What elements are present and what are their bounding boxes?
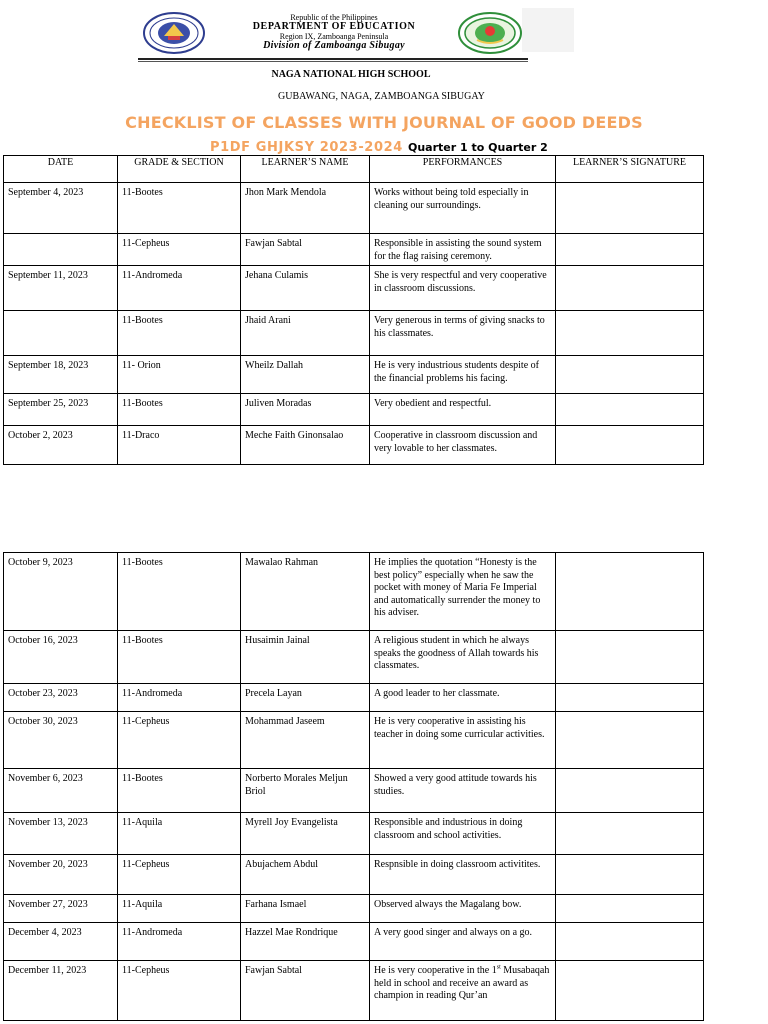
table-row: [4, 183, 704, 234]
header-rule-thin: [138, 61, 528, 62]
name-cell: Meche Faith Ginonsalao: [241, 426, 370, 465]
name-cell: Farhana Ismael: [241, 895, 370, 923]
section-cell: 11-Andromeda: [118, 266, 241, 311]
date-cell: October 16, 2023: [4, 631, 118, 684]
section-cell: 11-Aquila: [118, 895, 241, 923]
section-cell: 11-Bootes: [118, 394, 241, 426]
table-row: [4, 553, 704, 631]
section-cell: 11-Bootes: [118, 553, 241, 631]
table-row: [4, 266, 704, 311]
table-row: [4, 961, 704, 1021]
table-row: [4, 394, 704, 426]
division-line: Division of Zamboanga Sibugay: [263, 40, 405, 52]
date-cell: October 30, 2023: [4, 712, 118, 769]
header-date: DATE: [4, 156, 118, 183]
division-seal-icon: [457, 12, 523, 54]
signature-cell: [556, 553, 704, 631]
name-cell: Hazzel Mae Rondrique: [241, 923, 370, 961]
signature-cell: [556, 855, 704, 895]
section-cell: 11-Cepheus: [118, 712, 241, 769]
performance-cell: Very obedient and respectful.: [370, 394, 556, 426]
table-row: [4, 356, 704, 394]
name-cell: Fawjan Sabtal: [241, 961, 370, 1021]
section-cell: 11-Aquila: [118, 813, 241, 855]
section-cell: 11-Andromeda: [118, 684, 241, 712]
performance-cell: A very good singer and always on a go.: [370, 923, 556, 961]
date-cell: October 2, 2023: [4, 426, 118, 465]
signature-cell: [556, 961, 704, 1021]
deped-seal-icon: [142, 12, 206, 54]
name-cell: Wheilz Dallah: [241, 356, 370, 394]
performance-text-start: He is very cooperative in the 1: [374, 965, 497, 976]
signature-cell: [556, 234, 704, 266]
date-cell: [4, 311, 118, 356]
name-cell: Myrell Joy Evangelista: [241, 813, 370, 855]
good-deeds-table-page-1: [3, 155, 704, 465]
performance-cell: He implies the quotation “Honesty is the best policy” especially when he saw the pocket with money of Maria Fe Imperial and automatically surrender the money to his adviser.: [370, 553, 556, 631]
table-row: [4, 234, 704, 266]
date-cell: November 27, 2023: [4, 895, 118, 923]
date-cell: November 6, 2023: [4, 769, 118, 813]
scan-shade: [522, 8, 574, 52]
signature-cell: [556, 895, 704, 923]
signature-cell: [556, 769, 704, 813]
performance-cell: Showed a very good attitude towards his studies.: [370, 769, 556, 813]
signature-cell: [556, 813, 704, 855]
section-cell: 11-Cepheus: [118, 961, 241, 1021]
performance-cell: Responsible and industrious in doing classroom and school activities.: [370, 813, 556, 855]
date-cell: October 23, 2023: [4, 684, 118, 712]
signature-cell: [556, 356, 704, 394]
section-cell: 11-Andromeda: [118, 923, 241, 961]
table-row: [4, 712, 704, 769]
section-cell: 11-Bootes: [118, 183, 241, 234]
signature-cell: [556, 712, 704, 769]
signature-cell: [556, 311, 704, 356]
header-section: GRADE & SECTION: [118, 156, 241, 183]
section-cell: 11-Bootes: [118, 769, 241, 813]
republic-line: Republic of the Philippines: [290, 13, 378, 22]
performance-cell: He is very cooperative in assisting his teacher in doing some curricular activities.: [370, 712, 556, 769]
signature-cell: [556, 631, 704, 684]
date-cell: December 11, 2023: [4, 961, 118, 1021]
document-title: CHECKLIST OF CLASSES WITH JOURNAL OF GOOD DEEDS: [125, 113, 643, 132]
letterhead: [0, 0, 768, 66]
date-cell: September 4, 2023: [4, 183, 118, 234]
good-deeds-table-page-2: [3, 552, 704, 1021]
performance-cell: He is very industrious students despite of the financial problems his facing.: [370, 356, 556, 394]
performance-cell: Responsible in assisting the sound system for the flag raising ceremony.: [370, 234, 556, 266]
name-cell: Norberto Morales Meljun Briol: [241, 769, 370, 813]
section-cell: 11-Bootes: [118, 631, 241, 684]
name-cell: Husaimin Jainal: [241, 631, 370, 684]
name-cell: Mawalao Rahman: [241, 553, 370, 631]
name-cell: Abujachem Abdul: [241, 855, 370, 895]
section-cell: 11- Orion: [118, 356, 241, 394]
performance-cell: Very generous in terms of giving snacks to his classmates.: [370, 311, 556, 356]
signature-cell: [556, 394, 704, 426]
performance-cell: A good leader to her classmate.: [370, 684, 556, 712]
date-cell: December 4, 2023: [4, 923, 118, 961]
letterhead-text: [214, 14, 454, 52]
header-learner-name: LEARNER’S NAME: [241, 156, 370, 183]
header-signature: LEARNER’S SIGNATURE: [556, 156, 704, 183]
table-row: [4, 684, 704, 712]
table-row: [4, 923, 704, 961]
signature-cell: [556, 426, 704, 465]
section-cell: 11-Bootes: [118, 311, 241, 356]
table-row: [4, 813, 704, 855]
performance-cell: A religious student in which he always speaks the goodness of Allah towards his classmates.: [370, 631, 556, 684]
department-line: DEPARTMENT OF EDUCATION: [252, 21, 416, 33]
signature-cell: [556, 923, 704, 961]
header-performances: PERFORMANCES: [370, 156, 556, 183]
table-row: [4, 426, 704, 465]
date-cell: November 13, 2023: [4, 813, 118, 855]
section-cell: 11-Cepheus: [118, 855, 241, 895]
signature-cell: [556, 684, 704, 712]
school-address: GUBAWANG, NAGA, ZAMBOANGA SIBUGAY: [278, 91, 485, 102]
table-row: [4, 311, 704, 356]
date-cell: September 11, 2023: [4, 266, 118, 311]
performance-cell: She is very respectful and very cooperative in classroom discussions.: [370, 266, 556, 311]
date-cell: September 18, 2023: [4, 356, 118, 394]
quarter-range: Quarter 1 to Quarter 2: [408, 141, 548, 154]
name-cell: Precela Layan: [241, 684, 370, 712]
document-code: P1DF GHJKSY 2023-2024: [210, 140, 403, 155]
section-cell: 11-Draco: [118, 426, 241, 465]
signature-cell: [556, 183, 704, 234]
school-name: NAGA NATIONAL HIGH SCHOOL: [271, 69, 431, 80]
performance-cell: [370, 961, 556, 1021]
header-rule: [138, 58, 528, 60]
name-cell: Jehana Culamis: [241, 266, 370, 311]
section-cell: 11-Cepheus: [118, 234, 241, 266]
table-row: [4, 895, 704, 923]
performance-cell: Respnsible in doing classroom activitites.: [370, 855, 556, 895]
performance-cell: Cooperative in classroom discussion and very lovable to her classmates.: [370, 426, 556, 465]
name-cell: Juliven Moradas: [241, 394, 370, 426]
table-row: [4, 769, 704, 813]
performance-cell: Works without being told especially in cleaning our surroundings.: [370, 183, 556, 234]
name-cell: Jhaid Arani: [241, 311, 370, 356]
ordinal-suffix: st: [496, 964, 501, 971]
document-subtitle: [210, 136, 548, 155]
date-cell: September 25, 2023: [4, 394, 118, 426]
name-cell: Fawjan Sabtal: [241, 234, 370, 266]
performance-text-end: Musabaqah held in school and receive an award as champion in reading Qur’an: [374, 965, 550, 1001]
table-row: [4, 855, 704, 895]
table-row: [4, 631, 704, 684]
date-cell: [4, 234, 118, 266]
performance-cell: Observed always the Magalang bow.: [370, 895, 556, 923]
table-header-row: [4, 156, 704, 183]
region-line: Region IX, Zamboanga Peninsula: [279, 31, 389, 41]
name-cell: Mohammad Jaseem: [241, 712, 370, 769]
signature-cell: [556, 266, 704, 311]
name-cell: Jhon Mark Mendola: [241, 183, 370, 234]
date-cell: October 9, 2023: [4, 553, 118, 631]
date-cell: November 20, 2023: [4, 855, 118, 895]
